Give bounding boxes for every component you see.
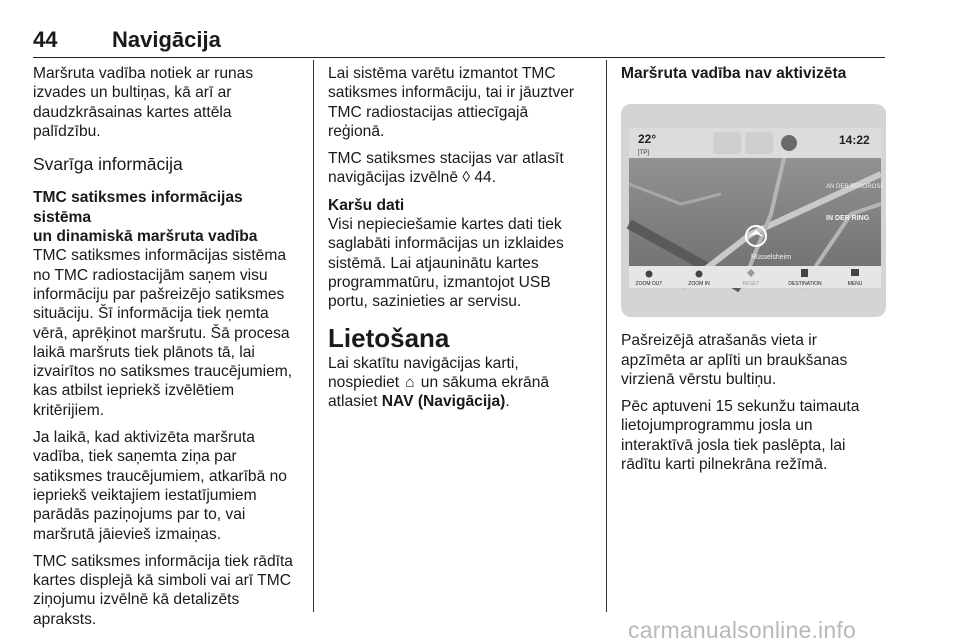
header-rule (33, 57, 885, 58)
menu-label: MENU (847, 281, 863, 288)
column-2 (328, 64, 596, 412)
clock-label: 14:22 (839, 133, 870, 148)
nav-menu-label: NAV (Navigācija) (381, 393, 506, 411)
tp-label: [TP] (638, 150, 650, 157)
current-location-text: Pašreizējā atrašanās vieta ir apzīmēta ar aplīti un braukšanas virzienā vērstu bultiņu. (621, 332, 848, 388)
tmc-paragraph-1: TMC satiksmes informācijas sistēma no TMC radiostacijām saņem visu informāciju par pašreizējo satiksmes situāciju. Šī informācija tiek ņemta vērā, aprēķinot maršrutu. Šā procesa laikā maršruts tiek plānots tā, lai izvairītos no satiksmes traucējumiem, kas atbilst iepriekš izvēlētiem kritērijiem. (33, 247, 293, 419)
usage-line-3-end: . (505, 393, 510, 411)
zoom-in-label: ZOOM IN (688, 281, 710, 288)
column-3 (621, 64, 891, 482)
street-label: IN DER RING (826, 215, 870, 223)
zoom-out-label: ZOOM OUT (635, 281, 663, 288)
watermark: carmanualsonline.info (628, 617, 856, 643)
column-1 (33, 64, 303, 637)
usage-line-2 (328, 373, 596, 392)
nav-screen-svg (621, 104, 886, 317)
column-divider-1 (313, 60, 314, 612)
usage-line-3-start: atlasiet (328, 393, 382, 411)
usage-line-3 (328, 392, 596, 411)
app-button-phone[interactable] (745, 132, 773, 154)
usage-line-1: Lai skatītu navigācijas karti, (328, 354, 519, 372)
app-button-active[interactable] (781, 135, 797, 151)
usage-heading: Lietošana (328, 322, 450, 353)
map-data-text: Visi nepieciešamie kartes dati tiek saglabāti informācijas un izklaides sistēmā. Lai atjauninātu kartes programmatūru, izmantojot USB portu, sazinieties ar servisu. (328, 216, 564, 311)
tmc-stations-text: TMC satiksmes stacijas var atlasīt navigācijas izvēlnē ◊ 44. (328, 150, 564, 187)
page-number: 44 (33, 27, 58, 52)
intro-text: Maršruta vadība notiek ar runas izvades un bultiņas, kā arī ar daudzkrāsainas kartes attēla palīdzību. (33, 65, 254, 140)
street-label: AN DER BERGROSE (826, 184, 885, 191)
map-data-heading: Karšu dati (328, 196, 405, 214)
nav-screen-image (621, 104, 886, 317)
destination-label: DESTINATION (788, 281, 822, 288)
app-button-navigation[interactable] (713, 132, 741, 154)
usage-line-2-end: un sākuma ekrānā (416, 374, 550, 392)
reset-label: RESET (742, 281, 760, 288)
tmc-reception-text: Lai sistēma varētu izmantot TMC satiksmes informāciju, tai ir jāuztver TMC radiostacijas attiecīgajā reģionā. (328, 65, 575, 140)
timeout-text: Pēc aptuveni 15 sekunžu taimauta lietojumprogrammu josla un interaktīvā josla tiek paslēpta, lai rādītu karti pilnekrāna režīmā. (621, 398, 860, 474)
subheading-tmc: TMC satiksmes informācijas sistēma un dinamiskā maršruta vadība (33, 189, 258, 246)
home-icon: ⌂ (405, 374, 415, 392)
city-label: Rüsselsheim (751, 254, 792, 262)
route-guidance-inactive-heading: Maršruta vadība nav aktivizēta (621, 65, 847, 82)
tmc-paragraph-2: Ja laikā, kad aktivizēta maršruta vadība, tiek saņemta ziņa par satiksmes traucējumiem, atkarībā no iepriekš veiktajiem iestatījumiem parādās paziņojums par to, vai maršrutā jāievieš izmaiņas. (33, 429, 287, 543)
page-title: Navigācija (112, 27, 221, 52)
column-divider-2 (606, 60, 607, 612)
temperature-label: 22° (638, 132, 657, 147)
section-heading-important: Svarīga informācija (33, 154, 183, 175)
tmc-paragraph-3: TMC satiksmes informācija tiek rādīta kartes displejā kā simboli vai arī TMC ziņojumu izvēlnē kā detalizēts apraksts. (33, 552, 293, 628)
usage-line-2-start: nospiediet (328, 374, 404, 392)
